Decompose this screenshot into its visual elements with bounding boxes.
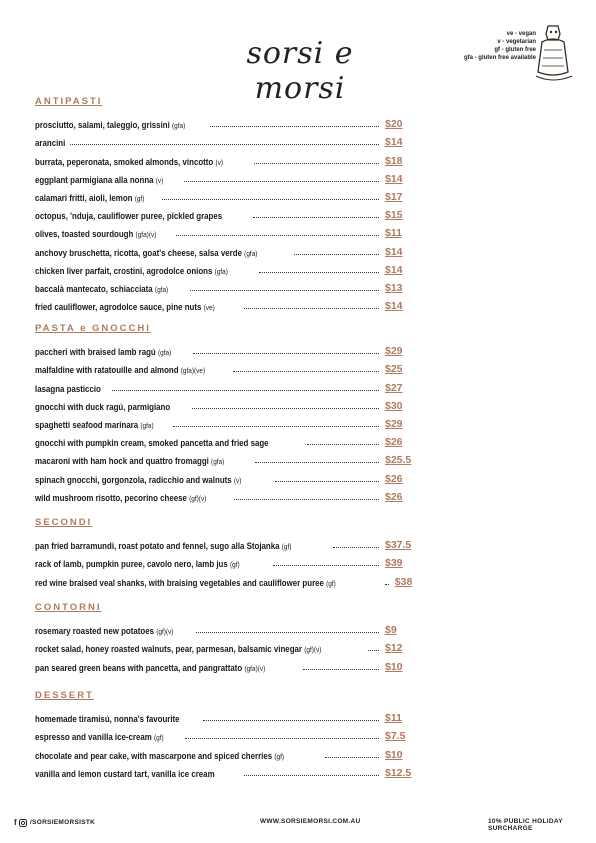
item-tags: (gfa) — [140, 420, 154, 430]
leader-dots — [333, 547, 379, 548]
menu-item — [35, 742, 415, 760]
menu-item — [35, 485, 415, 503]
item-name: lasagna pasticcio — [35, 383, 101, 394]
item-price: $14 — [385, 263, 403, 276]
item-name: rocket salad, honey roasted walnuts, pear, parmesan, balsamic vinegar — [35, 644, 303, 655]
item-name: rosemary roasted new potatoes — [35, 626, 155, 637]
item-tags: (gfa)(v) — [135, 230, 157, 240]
leader-dots — [275, 481, 379, 482]
legend-item: ve - vegan — [506, 31, 536, 37]
item-name: eggplant parmigiana alla nonna — [35, 174, 154, 185]
item-name: baccalà mantecato, schiacciata — [35, 283, 153, 294]
item-tags: (gf)(v) — [304, 645, 322, 655]
item-name: olives, toasted sourdough — [35, 229, 134, 240]
menu-item — [35, 148, 415, 166]
leader-dots — [192, 408, 379, 409]
legend-item: v - vegetarian — [497, 39, 536, 45]
item-tags: (gf)(v) — [189, 493, 207, 503]
section-title: SECONDI — [35, 517, 93, 528]
item-price: $20 — [385, 118, 403, 131]
menu-item — [35, 167, 415, 185]
menu-item — [35, 618, 415, 636]
menu-item — [35, 412, 415, 430]
item-price: $30 — [385, 399, 403, 412]
item-tags: (gf) — [154, 733, 164, 743]
item-price: $26 — [385, 472, 403, 485]
item-price: $25.5 — [385, 454, 412, 467]
section-title: DESSERT — [35, 690, 94, 701]
leader-dots — [325, 757, 379, 758]
leader-dots — [385, 584, 389, 585]
menu-item — [35, 239, 415, 257]
item-price: $12 — [385, 642, 403, 655]
item-name: burrata, peperonata, smoked almonds, vincotto — [35, 156, 214, 167]
leader-dots — [162, 199, 379, 200]
item-name: pan fried barramundi, roast potato and fennel, sugo alla Stojanka — [35, 541, 280, 552]
facebook-icon[interactable]: f — [14, 818, 17, 827]
item-price: $37.5 — [385, 539, 412, 552]
item-name: malfaldine with ratatouille and almond — [35, 365, 179, 376]
item-price: $39 — [385, 557, 403, 570]
leader-dots — [70, 144, 379, 145]
item-name: octopus, 'nduja, cauliflower puree, pickled grapes — [35, 211, 223, 222]
instagram-icon[interactable] — [19, 819, 27, 827]
menu-item — [35, 448, 415, 466]
menu-item — [35, 654, 415, 672]
item-tags: (v) — [215, 157, 223, 167]
item-name: anchovy bruschetta, ricotta, goat's cheese, salsa verde — [35, 247, 242, 258]
item-name: chicken liver parfait, crostini, agrodolce onions — [35, 265, 213, 276]
leader-dots — [185, 738, 379, 739]
section-pasta-gnocchi — [35, 322, 415, 503]
item-tags: (gf) — [326, 578, 336, 588]
social-handle: /SORSIEMORSISTK — [29, 819, 96, 826]
item-price: $29 — [385, 417, 403, 430]
menu-item — [35, 375, 415, 393]
legend-item: gfa - gluten free available — [463, 55, 536, 61]
item-name: gnocchi with duck ragú, parmigiano — [35, 401, 171, 412]
item-tags: (gf) — [134, 193, 145, 203]
menu-item — [35, 112, 415, 130]
item-name: calamari fritti, aioli, lemon — [35, 192, 133, 203]
leader-dots — [244, 308, 379, 309]
item-name: vanilla and lemon custard tart, vanilla ice cream — [35, 768, 215, 779]
item-name: spinach gnocchi, gorgonzola, radicchio and walnuts — [35, 474, 232, 485]
section-title: CONTORNI — [35, 602, 102, 613]
item-price: $11 — [385, 712, 402, 725]
leader-dots — [196, 632, 379, 633]
leader-dots — [294, 254, 379, 255]
leader-dots — [203, 720, 379, 721]
item-tags: (gfa)(v) — [244, 663, 266, 673]
item-tags: (ve) — [203, 303, 215, 313]
menu-item — [35, 258, 415, 276]
menu-item — [35, 551, 415, 569]
dietary-legend — [448, 30, 536, 62]
menu-item — [35, 185, 415, 203]
menu-item — [35, 706, 415, 724]
menu-item — [35, 357, 415, 375]
item-price: $14 — [385, 136, 403, 149]
item-name: spaghetti seafood marinara — [35, 419, 139, 430]
leader-dots — [259, 272, 379, 273]
leader-dots — [173, 426, 379, 427]
item-price: $13 — [385, 281, 403, 294]
footer-surcharge: 10% PUBLIC HOLIDAY SURCHARGE — [488, 818, 563, 832]
menu-item — [35, 203, 415, 221]
leader-dots — [233, 371, 379, 372]
menu-item — [35, 221, 415, 239]
leader-dots — [273, 565, 379, 566]
item-tags: (gf) — [229, 560, 240, 570]
leader-dots — [307, 444, 379, 445]
item-tags: (gfa)(ve) — [180, 366, 206, 376]
leader-dots — [255, 462, 379, 463]
item-tags: (gf) — [274, 751, 285, 761]
item-price: $18 — [385, 154, 403, 167]
item-price: $17 — [385, 190, 403, 203]
item-tags: (v) — [233, 475, 242, 485]
item-price: $29 — [385, 345, 403, 358]
item-price: $14 — [385, 300, 403, 313]
item-tags: (gfa) — [171, 121, 186, 131]
menu-item — [35, 394, 415, 412]
section-antipasti — [35, 95, 415, 312]
footer-social — [14, 818, 95, 827]
item-tags: (v) — [155, 175, 164, 185]
leader-dots — [253, 217, 379, 218]
item-name: arancini — [35, 138, 66, 149]
section-title: PASTA e GNOCCHI — [35, 323, 151, 334]
leader-dots — [184, 181, 379, 182]
leader-dots — [368, 650, 379, 651]
item-name: fried cauliflower, agrodolce sauce, pine nuts — [35, 302, 202, 313]
mascot-illustration — [528, 20, 578, 84]
item-price: $11 — [385, 227, 402, 240]
leader-dots — [244, 775, 379, 776]
item-tags: (gf)(v) — [156, 627, 174, 637]
leader-dots — [193, 353, 379, 354]
menu-item — [35, 569, 415, 587]
section-secondi — [35, 516, 415, 588]
leader-dots — [176, 235, 379, 236]
footer-website[interactable]: WWW.SORSIEMORSI.COM.AU — [260, 818, 361, 825]
leader-dots — [234, 499, 379, 500]
item-price: $7.5 — [385, 730, 406, 743]
leader-dots — [254, 163, 379, 164]
item-tags: (gfa) — [244, 248, 258, 258]
item-price: $10 — [385, 660, 403, 673]
item-price: $14 — [385, 245, 403, 258]
item-tags: (gfa) — [154, 284, 169, 294]
item-name: homemade tiramisú, nonna's favourite — [35, 714, 180, 725]
item-price: $27 — [385, 381, 403, 394]
item-name: macaroni with ham hock and quattro fromaggi — [35, 456, 209, 467]
legend-item: gf - gluten free — [494, 47, 536, 53]
item-tags: (gfa) — [211, 457, 225, 467]
item-name: gnocchi with pumpkin cream, smoked pancetta and fried sage — [35, 438, 269, 449]
section-title: ANTIPASTI — [35, 96, 103, 107]
item-name: espresso and vanilla ice-cream — [35, 732, 152, 743]
menu-item — [35, 761, 415, 779]
item-price: $12.5 — [385, 766, 412, 779]
leader-dots — [210, 126, 379, 127]
item-name: chocolate and pear cake, with mascarpone and spiced cherries — [35, 750, 273, 761]
menu-item — [35, 294, 415, 312]
leader-dots — [303, 669, 379, 670]
brand-logo: sorsi e morsi — [246, 36, 354, 106]
section-contorni — [35, 601, 415, 673]
item-price: $15 — [385, 209, 403, 222]
menu-item — [35, 339, 415, 357]
section-dessert — [35, 689, 415, 779]
menu-item — [35, 466, 415, 484]
item-price: $10 — [385, 748, 403, 761]
item-name: wild mushroom risotto, pecorino cheese — [35, 492, 187, 503]
item-name: paccheri with braised lamb ragú — [35, 347, 156, 358]
item-name: prosciutto, salami, taleggio, grissini — [35, 120, 170, 131]
item-price: $26 — [385, 490, 403, 503]
item-name: rack of lamb, pumpkin puree, cavolo nero, lamb jus — [35, 559, 228, 570]
menu-item — [35, 724, 415, 742]
item-tags: (gfa) — [157, 348, 172, 358]
item-tags: (gf) — [281, 542, 292, 552]
item-price: $26 — [385, 436, 403, 449]
item-price: $38 — [394, 575, 413, 588]
leader-dots — [112, 390, 379, 391]
item-tags: (gfa) — [214, 266, 228, 276]
item-price: $9 — [385, 624, 397, 637]
item-price: $25 — [385, 363, 403, 376]
menu-item — [35, 130, 415, 148]
menu-item — [35, 276, 415, 294]
menu-item — [35, 430, 415, 448]
item-price: $14 — [385, 172, 403, 185]
menu-item — [35, 636, 415, 654]
item-name: pan seared green beans with pancetta, and pangrattato — [35, 662, 243, 673]
item-name: red wine braised veal shanks, with braising vegetables and cauliflower puree — [35, 577, 324, 588]
menu-item — [35, 533, 415, 551]
leader-dots — [190, 290, 379, 291]
